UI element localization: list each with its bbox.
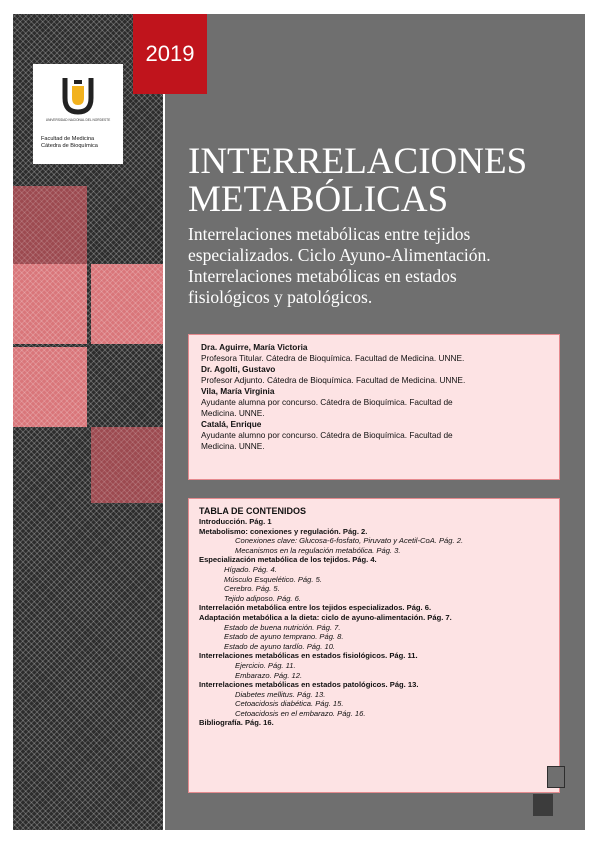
year-badge <box>133 14 207 94</box>
toc-entry: Ejercicio. Pág. 11. <box>235 660 296 670</box>
author-role: Medicina. UNNE. <box>201 441 265 451</box>
toc-entry: Adaptación metabólica a la dieta: ciclo de ayuno-alimentación. Pág. 7. <box>199 612 452 622</box>
decorative-tile <box>91 427 163 503</box>
toc-entry: Estado de buena nutrición. Pág. 7. <box>224 622 341 632</box>
subtitle-line: Interrelaciones metabólicas entre tejidos <box>188 224 471 244</box>
toc-entry: Interrelaciones metabólicas en estados fisiológicos. Pág. 11. <box>199 651 418 661</box>
subtitle-line: especializados. Ciclo Ayuno-Alimentación. <box>188 245 491 265</box>
toc-entry: Introducción. Pág. 1 <box>199 517 272 526</box>
toc-heading: TABLA DE CONTENIDOS <box>199 506 306 516</box>
toc-entry: Hígado. Pág. 4. <box>224 564 277 574</box>
toc-entry: Estado de ayuno tardío. Pág. 10. <box>224 641 336 651</box>
decorative-tile <box>13 264 87 344</box>
authors-box <box>188 334 560 480</box>
faculty-name <box>41 136 121 150</box>
author-role: Profesor Adjunto. Cátedra de Bioquímica. Facultad de Medicina. UNNE. <box>201 375 466 385</box>
subtitle-line: Interrelaciones metabólicas en estados <box>188 266 457 286</box>
subtitle-line: fisiológicos y patológicos. <box>188 287 373 307</box>
year-label: 2019 <box>145 41 195 66</box>
author-name: Dr. Agolti, Gustavo <box>201 364 276 374</box>
toc-entry: Músculo Esquelético. Pág. 5. <box>224 574 322 584</box>
toc-entry: Especialización metabólica de los tejidos. Pág. 4. <box>199 555 377 565</box>
toc-entry: Estado de ayuno temprano. Pág. 8. <box>224 632 344 642</box>
decorative-square <box>533 794 553 816</box>
toc-entry: Embarazo. Pág. 12. <box>235 670 303 680</box>
toc-entry: Conexiones clave: Glucosa-6-fosfato, Piruvato y Acetil-CoA. Pág. 2. <box>235 536 464 546</box>
university-emblem-icon <box>61 76 95 116</box>
toc-entry: Interrelaciones metabólicas en estados patológicos. Pág. 13. <box>199 680 419 690</box>
faculty-line: Cátedra de Bioquímica <box>41 143 98 149</box>
author-role: Profesora Titular. Cátedra de Bioquímica. Facultad de Medicina. UNNE. <box>201 353 465 363</box>
document-title <box>188 143 568 219</box>
table-of-contents <box>188 498 560 793</box>
toc-entry: Interrelación metabólica entre los tejidos especializados. Pág. 6. <box>199 603 432 613</box>
toc-entry: Cetoacidosis en el embarazo. Pág. 16. <box>235 708 366 718</box>
author-role: Ayudante alumno por concurso. Cátedra de Bioquímica. Facultad de <box>201 430 453 440</box>
toc-entry: Metabolismo: conexiones y regulación. Pág. 2. <box>199 526 368 536</box>
toc-entry: Cerebro. Pág. 5. <box>224 584 280 594</box>
toc-entry: Mecanismos en la regulación metabólica. Pág. 3. <box>235 545 401 555</box>
decorative-square <box>547 766 565 788</box>
author-role: Medicina. UNNE. <box>201 408 265 418</box>
author-role: Ayudante alumna por concurso. Cátedra de Bioquímica. Facultad de <box>201 397 453 407</box>
toc-entry: Diabetes mellitus. Pág. 13. <box>235 689 326 699</box>
university-logo <box>33 64 123 164</box>
decorative-tile <box>91 264 163 344</box>
author-name: Vila, María Virginia <box>201 386 275 396</box>
toc-entry: Cetoacidosis diabética. Pág. 15. <box>235 699 344 709</box>
decorative-tile <box>13 347 87 427</box>
decorative-tile <box>13 186 87 264</box>
title-line: METABÓLICAS <box>188 179 449 220</box>
faculty-line: Facultad de Medicina <box>41 136 95 142</box>
author-name: Dra. Aguirre, María Victoria <box>201 342 308 352</box>
toc-entry: Tejido adiposo. Pág. 6. <box>224 593 301 603</box>
title-line: INTERRELACIONES <box>188 141 528 182</box>
university-name: UNIVERSIDAD NACIONAL DEL NORDESTE <box>45 118 111 122</box>
document-subtitle <box>188 224 568 308</box>
author-name: Catalá, Enrique <box>201 419 262 429</box>
toc-entry: Bibliografía. Pág. 16. <box>199 718 274 728</box>
